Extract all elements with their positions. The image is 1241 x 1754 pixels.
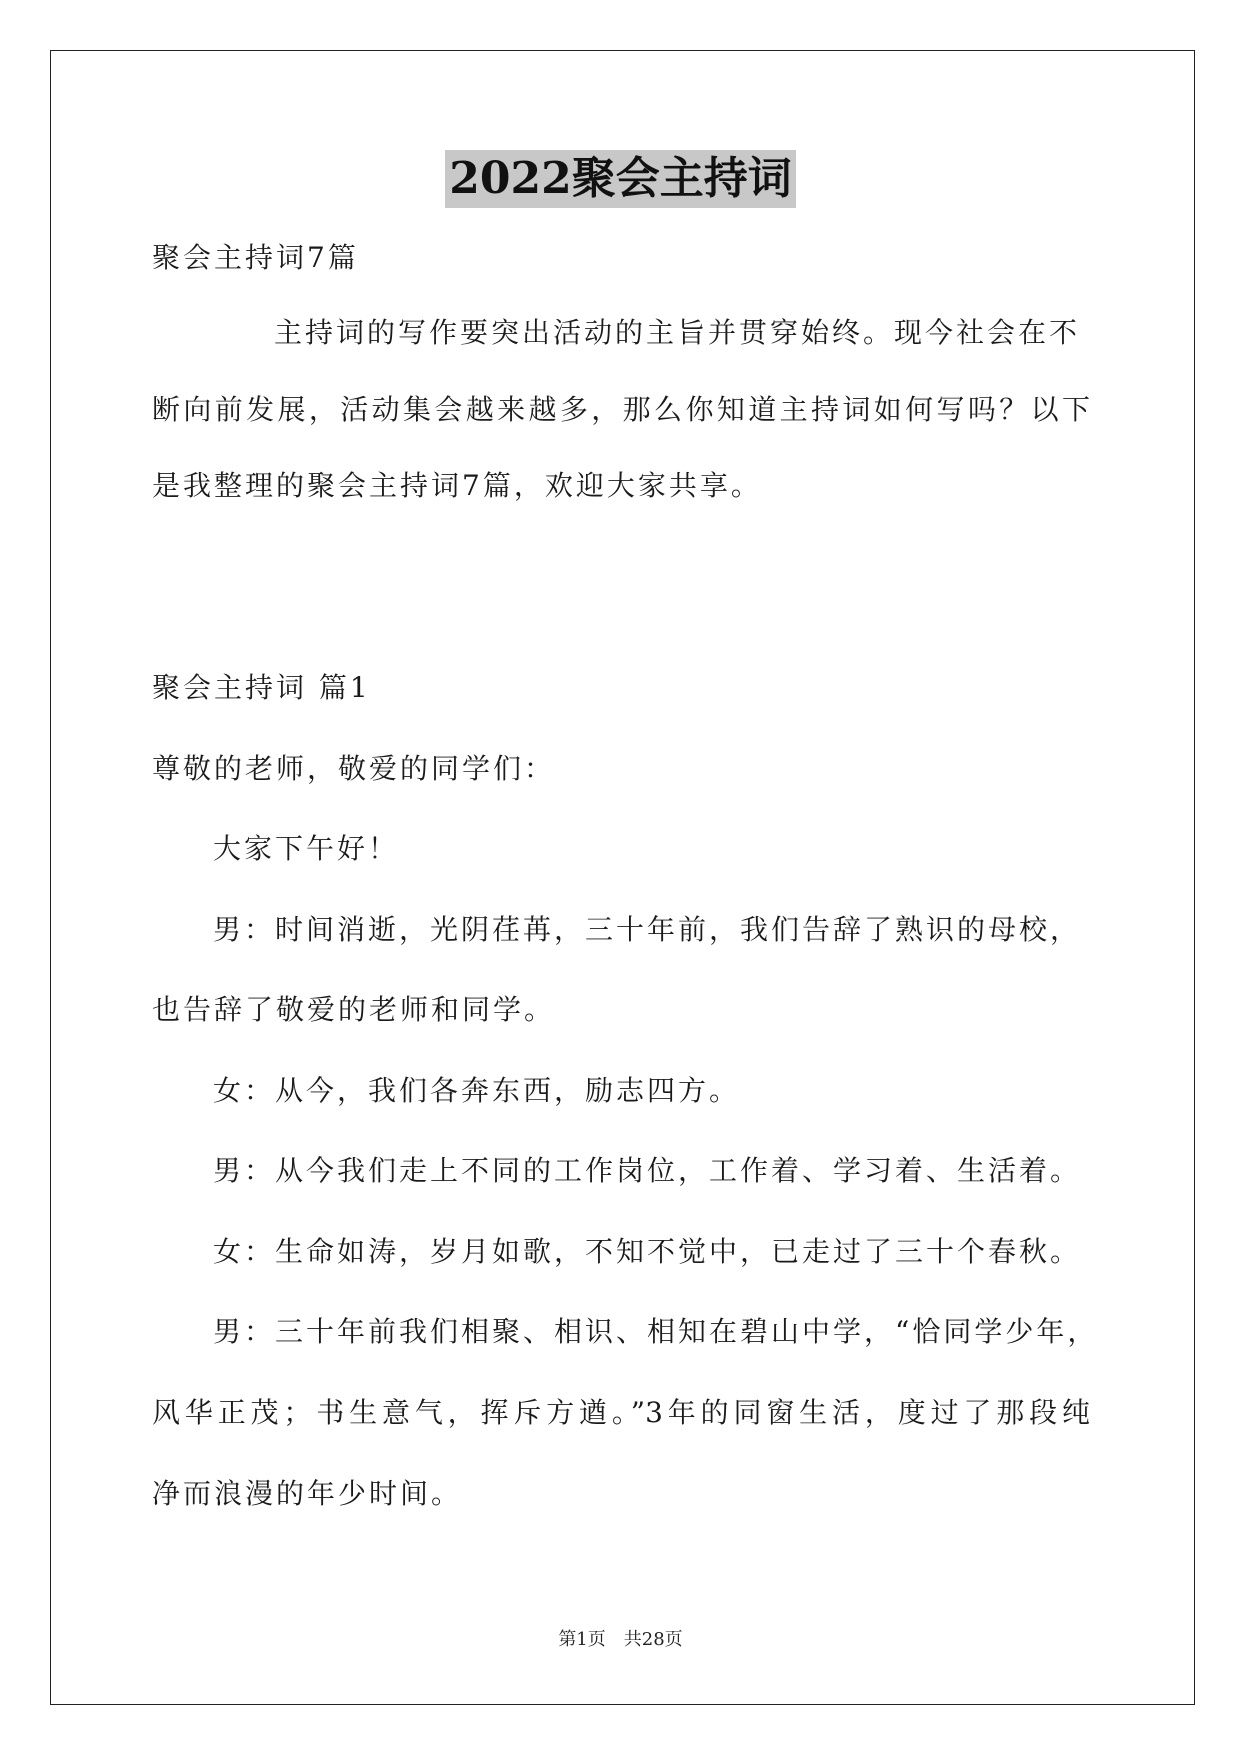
salutation: 尊敬的老师，敬爱的同学们： bbox=[152, 752, 556, 785]
paragraph-line: 风华正茂；书生意气，挥斥方遒。”3年的同窗生活，度过了那段纯 bbox=[152, 1396, 1090, 1429]
paragraph-line: 男：时间消逝，光阴荏苒，三十年前，我们告辞了熟识的母校， bbox=[213, 913, 1082, 946]
paragraph-line: 女：生命如涛，岁月如歌，不知不觉中，已走过了三十个春秋。 bbox=[213, 1235, 1082, 1268]
intro-line-2: 断向前发展，活动集会越来越多，那么你知道主持词如何写吗？以下 bbox=[152, 393, 1090, 426]
page-border bbox=[50, 50, 1195, 1705]
intro-line-1: 主持词的写作要突出活动的主旨并贯穿始终。现今社会在不 bbox=[274, 316, 1081, 349]
section-heading: 聚会主持词 篇1 bbox=[152, 671, 371, 704]
greeting: 大家下午好！ bbox=[213, 832, 400, 865]
paragraph-line: 男：从今我们走上不同的工作岗位，工作着、学习着、生活着。 bbox=[213, 1154, 1082, 1187]
paragraph-line: 女：从今，我们各奔东西，励志四方。 bbox=[213, 1074, 741, 1107]
paragraph-line: 也告辞了敬爱的老师和同学。 bbox=[152, 993, 556, 1026]
intro-line-3: 是我整理的聚会主持词7篇，欢迎大家共享。 bbox=[152, 469, 762, 502]
document-subtitle: 聚会主持词7篇 bbox=[152, 241, 359, 274]
title-container bbox=[0, 150, 1241, 208]
paragraph-line: 净而浪漫的年少时间。 bbox=[152, 1477, 463, 1510]
page-number-footer: 第1页 共28页 bbox=[558, 1629, 683, 1650]
paragraph-line: 男：三十年前我们相聚、相识、相知在碧山中学，“恰同学少年， bbox=[213, 1315, 1099, 1348]
document-title: 2022聚会主持词 bbox=[445, 150, 795, 208]
